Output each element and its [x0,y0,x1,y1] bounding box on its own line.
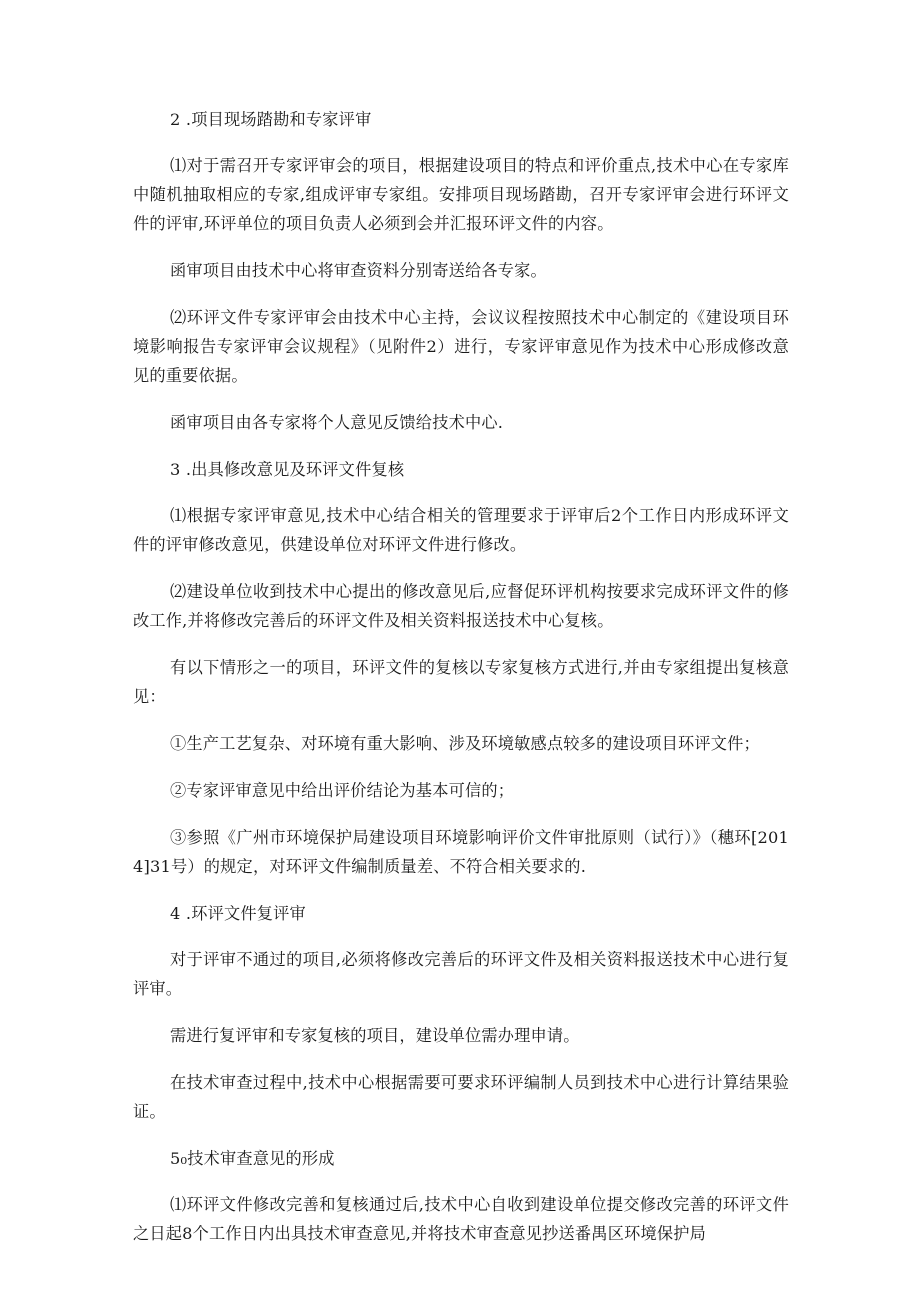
paragraph-mail-review-2: 函审项目由各专家将个人意见反馈给技术中心. [170,413,504,432]
section-heading-revision: 3 .出具修改意见及环评文件复核 [170,460,405,479]
section-heading-site-survey: 2 .项目现场踏勘和专家评审 [170,110,372,129]
list-item-condition-2: ②专家评审意见中给出评价结论为基本可信的； [170,781,515,800]
paragraph-opinion-1: ⑴环评文件修改完善和复核通过后,技术中心自收到建设单位提交修改完善的环评文件之日起8个工作日内出具技术审查意见,并将技术审查意见抄送番禺区环境保护局 [133,1195,789,1243]
paragraph-mail-review-1: 函审项目由技术中心将审查资料分别寄送给各专家。 [170,261,547,280]
paragraph-verification: 在技术审查过程中,技术中心根据需要可要求环评编制人员到技术中心进行计算结果验证。 [133,1073,789,1121]
paragraph-recheck-conditions: 有以下情形之一的项目，环评文件的复核以专家复核方式进行,并由专家组提出复核意见： [133,658,789,706]
paragraph-revision-1: ⑴根据专家评审意见,技术中心结合相关的管理要求于评审后2个工作日内形成环评文件的评审修改意见，供建设单位对环评文件进行修改。 [133,506,789,554]
section-heading-re-review: 4 .环评文件复评审 [170,904,306,923]
paragraph-revision-2: ⑵建设单位收到技术中心提出的修改意见后,应督促环评机构按要求完成环评文件的修改工作,并将修改完善后的环评文件及相关资料报送技术中心复核。 [133,582,789,630]
document-body [133,105,789,1266]
paragraph-re-review-1: 对于评审不通过的项目,必须将修改完善后的环评文件及相关资料报送技术中心进行复评审。 [133,950,789,998]
section-heading-opinion: 5₀技术审查意见的形成 [170,1149,335,1168]
list-item-condition-3: ③参照《广州市环境保护局建设项目环境影响评价文件审批原则（试行）》（穗环[2014]31号）的规定，对环评文件编制质量差、不符合相关要求的. [133,828,789,876]
paragraph-re-review-2: 需进行复评审和专家复核的项目，建设单位需办理申请。 [170,1026,580,1045]
paragraph-expert-review-1: ⑴对于需召开专家评审会的项目，根据建设项目的特点和评价重点,技术中心在专家库中随机抽取相应的专家,组成评审专家组。安排项目现场踏勘，召开专家评审会进行环评文件的评审,环评单位的项目负责人必须到会并汇报环评文件的内容。 [133,156,789,233]
paragraph-expert-review-2: ⑵环评文件专家评审会由技术中心主持，会议议程按照技术中心制定的《建设项目环境影响报告专家评审会议规程》（见附件2）进行，专家评审意见作为技术中心形成修改意见的重要依据。 [133,308,789,385]
list-item-condition-1: ①生产工艺复杂、对环境有重大影响、涉及环境敏感点较多的建设项目环评文件； [170,734,760,753]
